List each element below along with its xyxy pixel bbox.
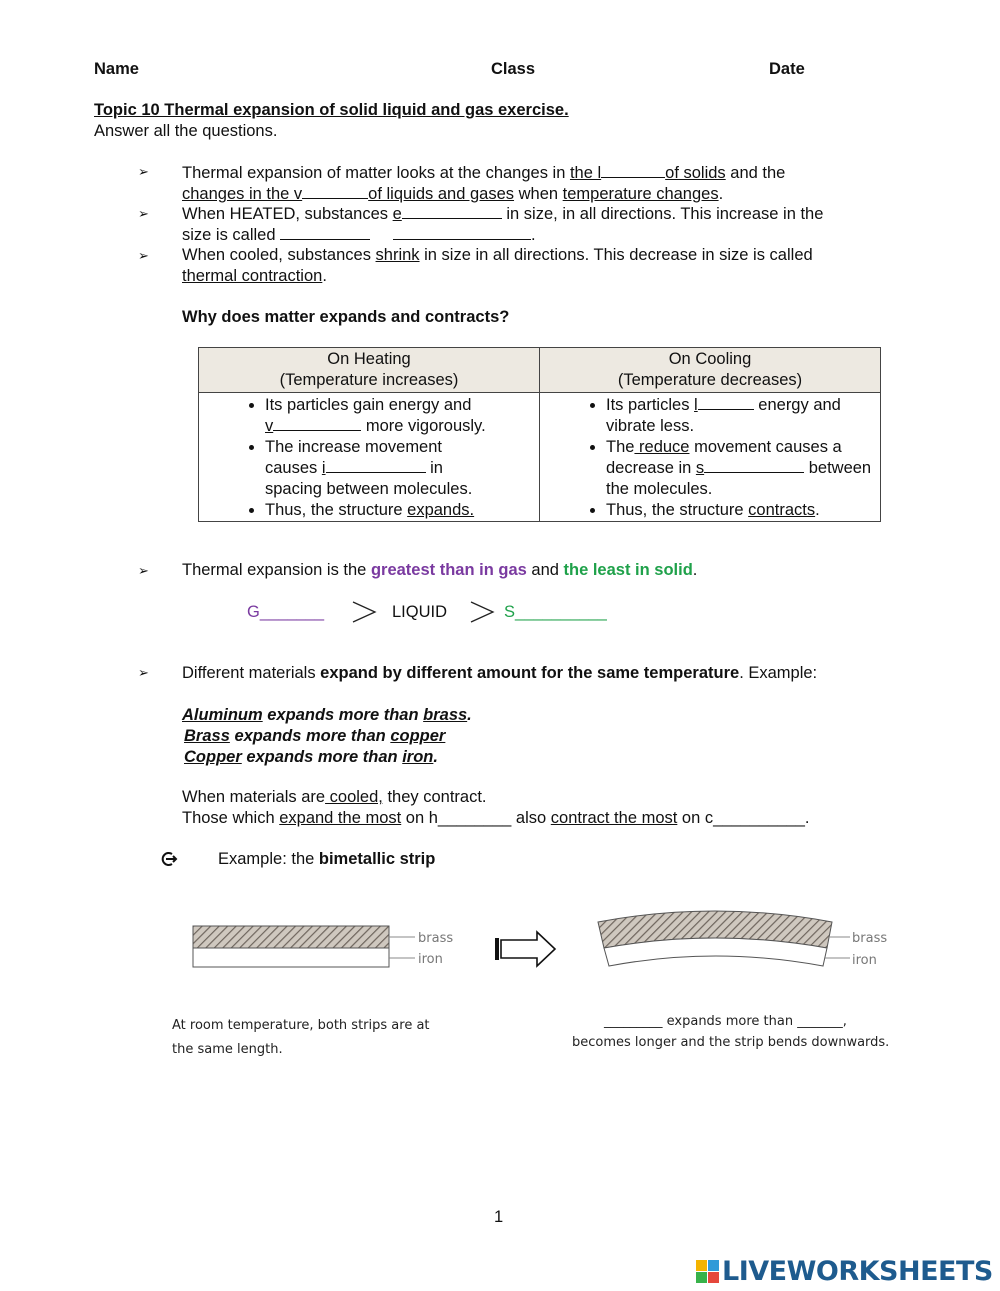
bent-strip <box>598 911 850 966</box>
blank-field[interactable] <box>326 458 426 473</box>
list-item: • Its particles l energy and vibrate less. <box>606 395 874 437</box>
page-number: 1 <box>494 1208 504 1226</box>
example-aluminum: Aluminum expands more than brass. <box>182 706 472 724</box>
cooled-line-2: Those which expand the most on h________ also contract the most on c__________. <box>182 809 810 827</box>
blank-field[interactable] <box>273 416 361 431</box>
cooling-cell <box>540 393 881 522</box>
heating-cooling-table <box>198 347 881 522</box>
blank-field-2[interactable] <box>393 225 531 240</box>
list-item: • The reduce movement causes a decrease in s between the molecules. <box>606 437 874 500</box>
arrow-bullet-icon: ➢ <box>138 164 149 179</box>
right-caption-line-1: _________ expands more than _______, <box>604 1014 847 1029</box>
question-heading: Why does matter expands and contracts? <box>182 308 510 326</box>
cooled-line-1: When materials are cooled, they contract. <box>182 788 487 806</box>
name-label: Name <box>94 60 139 78</box>
left-caption-line-1: At room temperature, both strips are at <box>172 1018 430 1033</box>
bullet-1-line-2: changes in the v of liquids and gases when temperature changes. <box>182 185 724 203</box>
date-label: Date <box>769 60 805 78</box>
heating-cell <box>199 393 540 522</box>
bullet-2-line-1: When HEATED, substances e in size, in all directions. This increase in the <box>182 205 824 223</box>
brass-label-left: brass <box>418 931 454 946</box>
bimetallic-strip-diagram <box>185 900 905 990</box>
bullet-3-line-1: When cooled, substances shrink in size in all directions. This decrease in size is called <box>182 246 813 264</box>
brass-label-right: brass <box>852 931 888 946</box>
cooling-header: On Cooling (Temperature decreases) <box>540 348 881 393</box>
bimetallic-heading: Example: the bimetallic strip <box>218 850 436 868</box>
heating-header: On Heating (Temperature increases) <box>199 348 540 393</box>
liveworksheets-logo: LIVEWORKSHEETS <box>696 1256 993 1287</box>
materials-statement: Different materials expand by different amount for the same temperature. Example: <box>182 664 818 682</box>
class-label: Class <box>491 60 536 78</box>
circle-arrow-bullet-icon <box>160 850 180 868</box>
logo-cube-icon <box>696 1260 719 1283</box>
arrow-bullet-icon: ➢ <box>138 206 149 221</box>
blank-field[interactable] <box>698 395 754 410</box>
blank-expand-field[interactable] <box>402 204 502 219</box>
arrow-bullet-icon: ➢ <box>138 563 149 578</box>
left-caption-line-2: the same length. <box>172 1042 283 1057</box>
straight-strip <box>193 926 415 967</box>
expansion-statement: Thermal expansion is the greatest than in gas and the least in solid. <box>182 561 698 579</box>
iron-label-right: iron <box>852 953 877 968</box>
greater-than-icon <box>351 600 379 624</box>
iron-label-left: iron <box>418 952 443 967</box>
right-caption-line-2: becomes longer and the strip bends downwards. <box>572 1035 890 1050</box>
blank-field[interactable] <box>704 458 804 473</box>
blank-field-1[interactable] <box>280 225 370 240</box>
list-item: • Thus, the structure contracts. <box>606 500 874 521</box>
instruction-text: Answer all the questions. <box>94 122 278 140</box>
arrow-bullet-icon: ➢ <box>138 665 149 680</box>
greater-than-icon <box>469 600 497 624</box>
bullet-1-line-1: Thermal expansion of matter looks at the changes in the l of solids and the <box>182 164 786 182</box>
transform-arrow-icon <box>495 932 555 966</box>
topic-title: Topic 10 Thermal expansion of solid liquid and gas exercise. <box>94 101 569 119</box>
bullet-2-line-2: size is called . <box>182 226 536 244</box>
bullet-3-line-2: thermal contraction. <box>182 267 327 285</box>
gas-blank[interactable]: G_______ <box>247 603 325 621</box>
example-copper: Copper expands more than iron. <box>184 748 438 766</box>
arrow-bullet-icon: ➢ <box>138 248 149 263</box>
list-item: • Its particles gain energy and v more vigorously. <box>265 395 533 437</box>
list-item: • The increase movement causes i in spacing between molecules. <box>265 437 533 500</box>
liquid-label: LIQUID <box>392 603 448 621</box>
example-brass: Brass expands more than copper <box>184 727 446 745</box>
list-item: • Thus, the structure expands. <box>265 500 533 521</box>
solid-blank[interactable]: S__________ <box>504 603 607 621</box>
